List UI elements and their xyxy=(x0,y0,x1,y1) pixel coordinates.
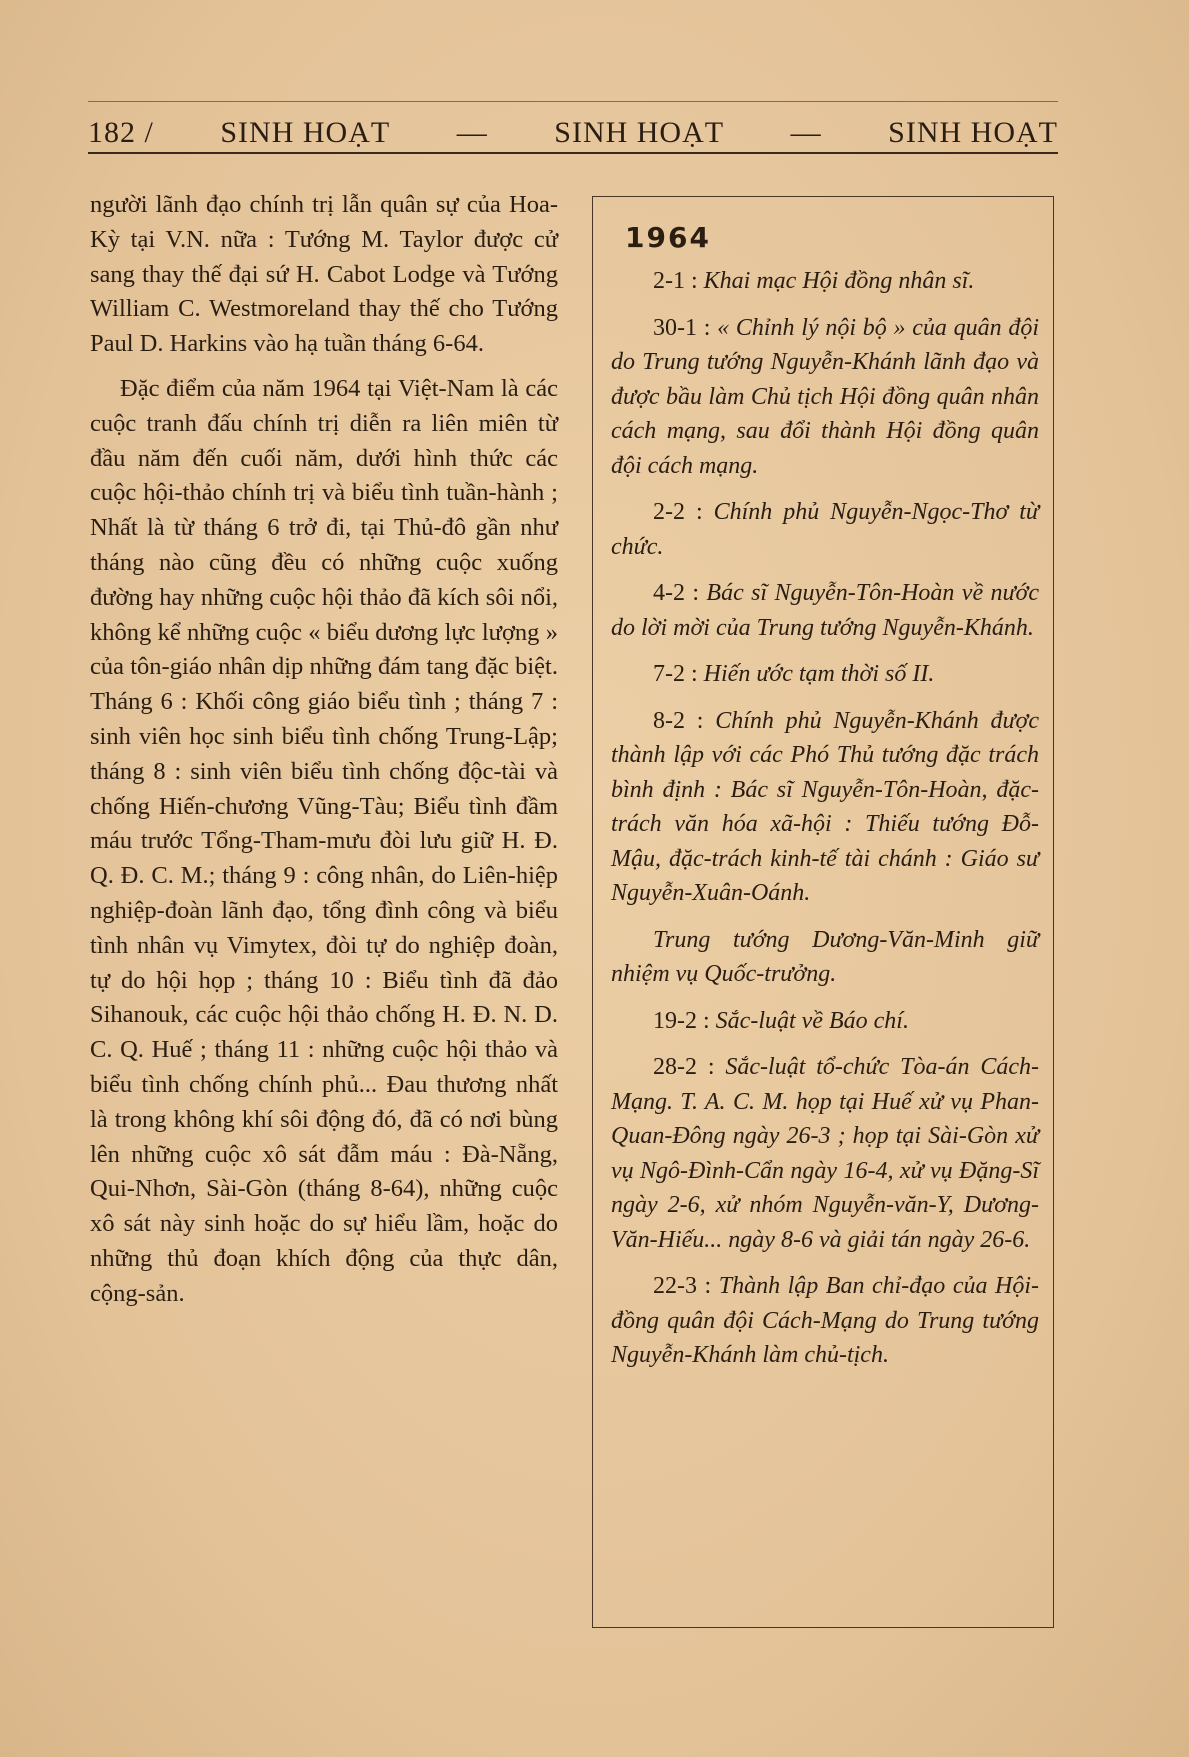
chronology-entry xyxy=(611,311,1039,484)
header-title-2: SINH HOẠT xyxy=(554,116,725,149)
chronology-year: 1964 xyxy=(625,221,711,254)
header-rule xyxy=(88,152,1058,154)
entry-text: Bác sĩ Nguyễn-Tôn-Hoàn về nước do lời mời của Trung tướng Nguyễn-Khánh. xyxy=(611,580,1040,641)
entry-text: Trung tướng Dương-Văn-Minh giữ nhiệm vụ Quốc-trưởng. xyxy=(611,926,1039,987)
entry-text: Thành lập Ban chỉ-đạo của Hội-đồng quân đội Cách-Mạng do Trung tướng Nguyễn-Khánh làm chủ-tịch. xyxy=(611,1273,1039,1368)
entry-date: 8-2 : xyxy=(653,707,704,734)
chronology-entry xyxy=(611,1050,1039,1257)
header-dash-2: — xyxy=(790,116,822,149)
entry-text: Sắc-luật về Báo chí. xyxy=(715,1007,909,1034)
entry-text: Chính phủ Nguyễn-Ngọc-Thơ từ chức. xyxy=(611,499,1040,560)
chronology-box xyxy=(592,196,1054,1628)
entry-text: Khai mạc Hội đồng nhân sĩ. xyxy=(703,268,975,294)
entry-text: Chính phủ Nguyễn-Khánh được thành lập với các Phó Thủ tướng đặc trách bình định : Bác sĩ Nguyễn-Tôn-Hoàn, đặc-trách văn hóa xã-hội : Thiếu tướng Đỗ-Mậu, đặc-trách kinh-tế tài chánh : Giáo sư Nguyễn-Xuân-Oánh. xyxy=(611,707,1039,906)
paragraph-1: người lãnh đạo chính trị lẫn quân sự của Hoa-Kỳ tại V.N. nữa : Tướng M. Taylor được cử sang thay thế đại sứ H. Cabot Lodge và Tướng William C. Westmoreland thay thế cho Tướng Paul D. Harkins vào hạ tuần tháng 6-64. xyxy=(90,191,558,358)
header-title-1: SINH HOẠT xyxy=(220,116,391,149)
chronology-entry xyxy=(611,657,1039,692)
header-title-3: SINH HOẠT xyxy=(888,116,1058,149)
paragraph-2: Đặc điểm của năm 1964 tại Việt-Nam là các cuộc tranh đấu chính trị diễn ra liên miên từ đầu năm đến cuối năm, dưới hình thức các cuộc hội-thảo chính trị và biểu tình tuần-hành ; Nhất là từ tháng 6 trở đi, tại Thủ-đô gần như tháng nào cũng đều có những cuộc xuống đường hay những cuộc hội thảo đã kích sôi nổi, không kể những cuộc « biểu dương lực lượng » của tôn-giáo nhân dịp những đám tang đặc biệt. Tháng 6 : Khối công giáo biểu tình ; tháng 7 : sinh viên học sinh biểu tình chống Trung-Lập; tháng 8 : sinh viên biểu tình chống độc-tài và chống Hiến-chương Vũng-Tàu; Biểu tình đầm máu trước Tổng-Tham-mưu đòi lưu giữ H. Đ. Q. Đ. C. M.; tháng 9 : công nhân, do Liên-hiệp nghiệp-đoàn lãnh đạo, tổng đình công và biểu tình nhân vụ Vimytex, đòi tự do nghiệp đoàn, tự do hội họp ; tháng 10 : Biểu tình đã đảo Sihanouk, các cuộc hội thảo chống H. Đ. N. D. C. Q. Huế ; tháng 11 : những cuộc hội thảo và biểu tình chống chính phủ... Đau thương nhất là trong không khí sôi động đó, đã có nơi bùng lên những cuộc xô sát đẫm máu : Đà-Nẵng, Qui-Nhơn, Sài-Gòn (tháng 8-64), những cuộc xô sát này sinh hoặc do sự hiểu lầm, hoặc do những thủ đoạn khích động của thực dân, cộng-sản. xyxy=(90,374,558,1307)
entry-text: « Chỉnh lý nội bộ » của quân đội do Trung tướng Nguyễn-Khánh lãnh đạo và được bầu làm Chủ tịch Hội đồng quân nhân cách mạng, sau đổi thành Hội đồng quân đội cách mạng. xyxy=(611,314,1039,479)
entry-text: Hiến ước tạm thời số II. xyxy=(703,661,935,687)
entry-date: 2-2 : xyxy=(653,499,703,525)
chronology-entry xyxy=(611,1004,1039,1039)
chronology-entry xyxy=(611,264,1039,299)
chronology-entry xyxy=(611,923,1039,992)
chronology-entry xyxy=(611,495,1039,564)
header-dash-1: — xyxy=(456,116,488,149)
entry-date: 7-2 : xyxy=(653,661,698,687)
running-header xyxy=(88,110,1058,156)
left-column xyxy=(90,188,558,1312)
entry-text: Sắc-luật tổ-chức Tòa-án Cách-Mạng. T. A. C. M. họp tại Huế xử vụ Phan-Quan-Đông ngày 26-3 ; họp tại Sài-Gòn xử vụ Ngô-Đình-Cẩn ngày 16-4, xử vụ Đặng-Sĩ ngày 2-6, xử nhóm Nguyễn-văn-Y, Dương-Văn-Hiếu... ngày 8-6 và giải tán ngày 26-6. xyxy=(611,1054,1039,1253)
chronology-list xyxy=(611,264,1039,1373)
entry-date: 22-3 : xyxy=(653,1273,712,1299)
entry-date: 19-2 : xyxy=(653,1007,710,1034)
entry-date: 30-1 : xyxy=(653,314,711,341)
chronology-entry xyxy=(611,576,1039,645)
header-top-rule xyxy=(88,101,1058,102)
chronology-entry xyxy=(611,1269,1039,1373)
entry-date: 2-1 : xyxy=(653,268,698,294)
page-number: 182 / xyxy=(88,116,154,149)
entry-date: 4-2 : xyxy=(653,580,700,606)
chronology-entry xyxy=(611,704,1039,911)
entry-date: 28-2 : xyxy=(653,1054,715,1080)
